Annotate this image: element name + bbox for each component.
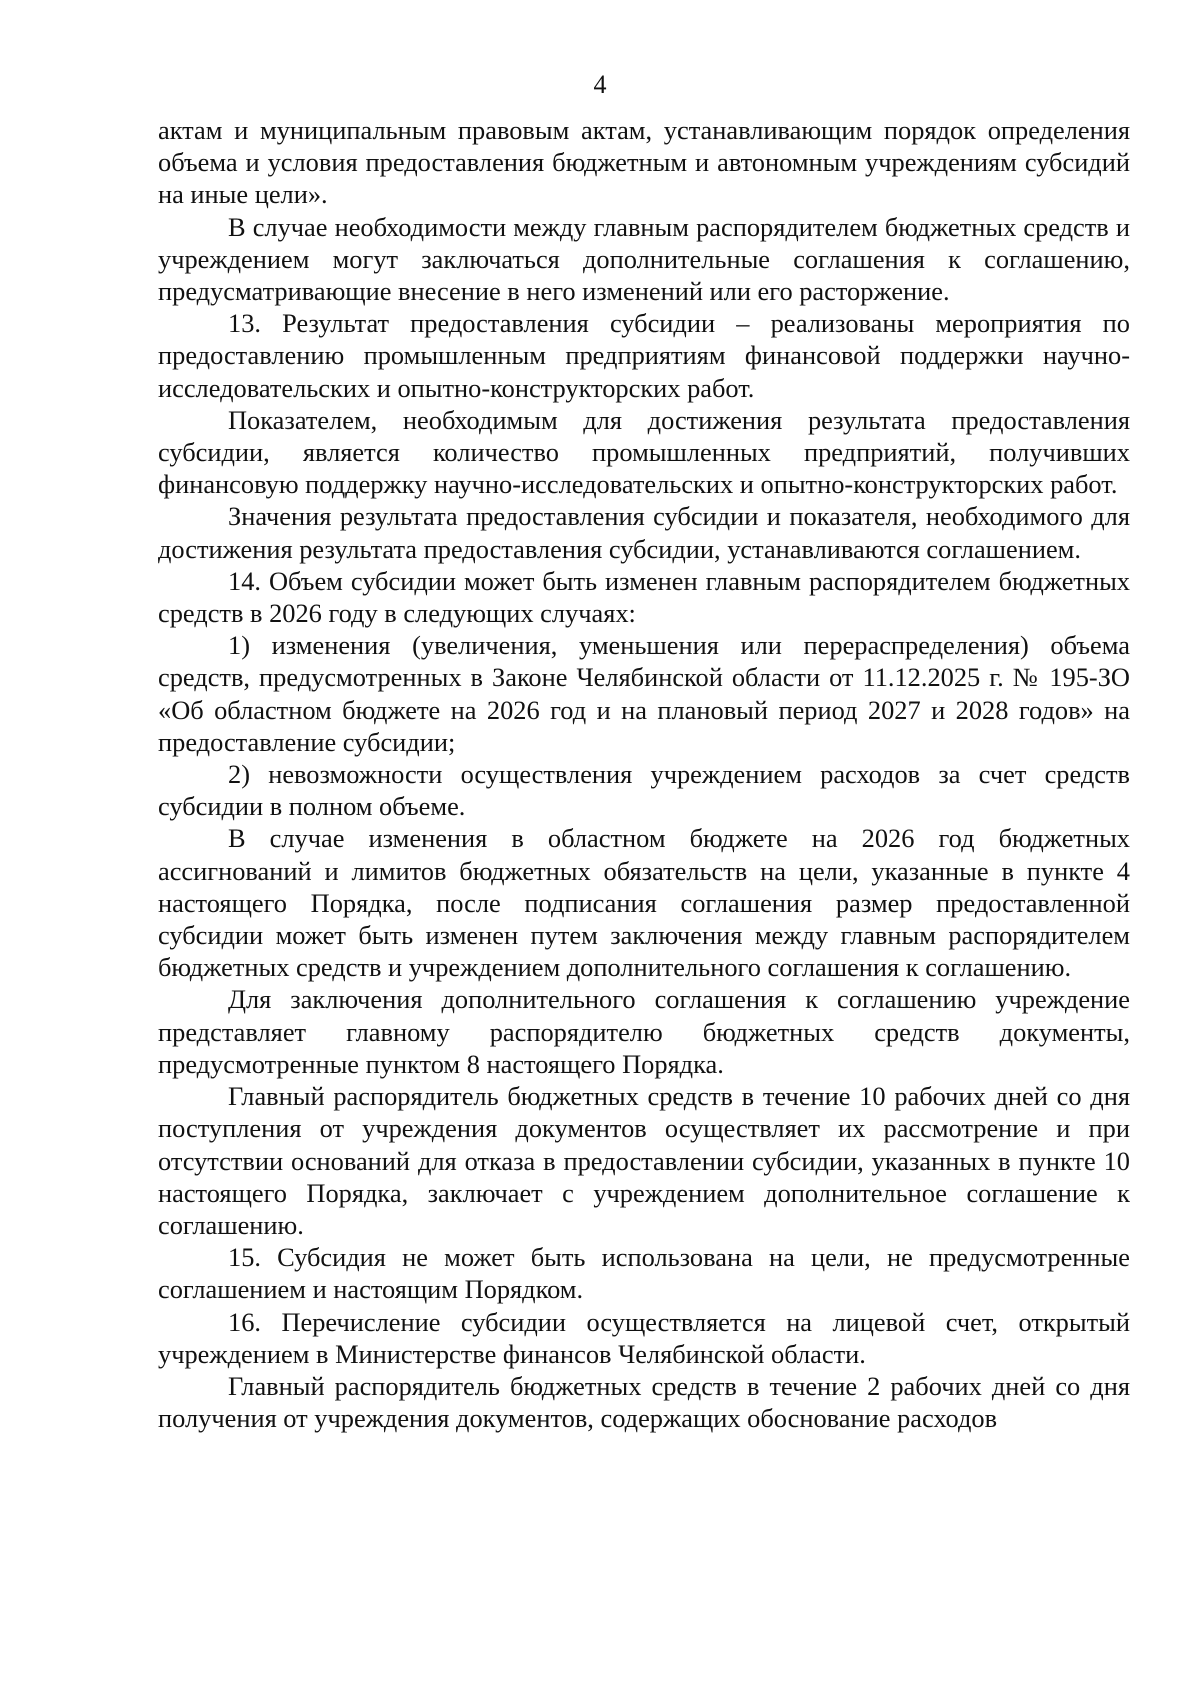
paragraph-item-13-result: 13. Результат предоставления субсидии – реализованы мероприятия по предоставлению промышленным предприятиям финансовой поддержки научно-исследовательских и опытно-конструкторских работ. xyxy=(158,308,1130,403)
paragraph-documents: Для заключения дополнительного соглашения к соглашению учреждение представляет главному распорядителю бюджетных средств документы, предусмотренные пунктом 8 настоящего Порядка. xyxy=(158,984,1130,1079)
paragraph-continuation: актам и муниципальным правовым актам, устанавливающим порядок определения объема и условия предоставления бюджетным и автономным учреждениям субсидий на иные цели». xyxy=(158,115,1130,210)
paragraph-review-2-days: Главный распорядитель бюджетных средств в течение 2 рабочих дней со дня получения от учреждения документов, содержащих обоснование расходов xyxy=(158,1370,1130,1434)
paragraph-additional-agreements: В случае необходимости между главным распорядителем бюджетных средств и учреждением могут заключаться дополнительные соглашения к соглашению, предусматривающие внесение в него изменений или его расторжение. xyxy=(158,211,1130,307)
paragraph-subitem-1: 1) изменения (увеличения, уменьшения или перераспределения) объема средств, предусмотренных в Законе Челябинской области от 11.12.2025 г. № 195-ЗО «Об областном бюджете на 2026 год и на плановый период 2027 и 2028 годов» на предоставление субсидии; xyxy=(158,630,1130,757)
paragraph-values: Значения результата предоставления субсидии и показателя, необходимого для достижения результата предоставления субсидии, устанавливаются соглашением. xyxy=(158,501,1130,564)
document-body xyxy=(158,114,1130,1434)
paragraph-budget-change: В случае изменения в областном бюджете на 2026 год бюджетных ассигнований и лимитов бюджетных обязательств на цели, указанные в пункте 4 настоящего Порядка, после подписания соглашения размер предоставленной субсидии может быть изменен путем заключения между главным распорядителем бюджетных средств и учреждением дополнительного соглашения к соглашению. xyxy=(158,823,1130,983)
paragraph-item-16-transfer: 16. Перечисление субсидии осуществляется на лицевой счет, открытый учреждением в Министерстве финансов Челябинской области. xyxy=(158,1306,1130,1369)
page-number: 4 xyxy=(593,70,607,99)
paragraph-item-15-usage: 15. Субсидия не может быть использована на цели, не предусмотренные соглашением и настоящим Порядком. xyxy=(158,1242,1130,1305)
paragraph-indicator: Показателем, необходимым для достижения результата предоставления субсидии, является количество промышленных предприятий, получивших финансовую поддержку научно-исследовательских и опытно-конструкторских работ. xyxy=(158,404,1130,500)
paragraph-item-14-volume: 14. Объем субсидии может быть изменен главным распорядителем бюджетных средств в 2026 году в следующих случаях: xyxy=(158,565,1130,629)
paragraph-review-10-days: Главный распорядитель бюджетных средств в течение 10 рабочих дней со дня поступления от учреждения документов осуществляет их рассмотрение и при отсутствии оснований для отказа в предоставлении субсидии, указанных в пункте 10 настоящего Порядка, заключает с учреждением дополнительное соглашение к соглашению. xyxy=(158,1081,1130,1240)
paragraph-subitem-2: 2) невозможности осуществления учреждением расходов за счет средств субсидии в полном объеме. xyxy=(158,759,1130,822)
